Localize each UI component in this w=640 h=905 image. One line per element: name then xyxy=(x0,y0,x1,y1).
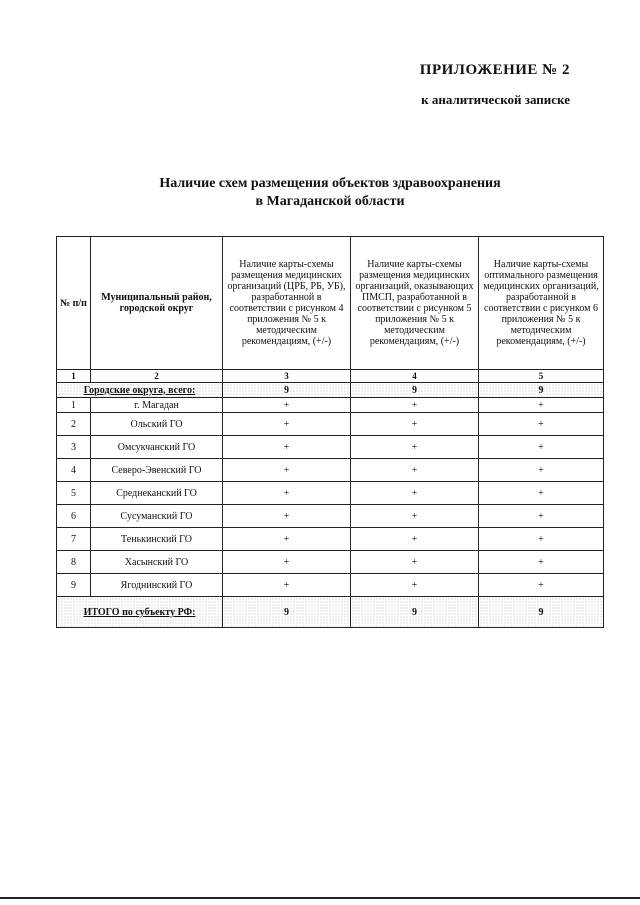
total-value: 9 xyxy=(351,597,479,628)
header-map-optimal: Наличие карты-схемы оптимального размещения медицинских организаций, разработанной в соответствии с рисунком 6 приложения № 5 к методическим рекомендациям, (+/-) xyxy=(479,237,604,370)
row-number: 2 xyxy=(57,413,91,436)
title-line-1: Наличие схем размещения объектов здравоохранения xyxy=(159,176,501,191)
row-municipality: Хасынский ГО xyxy=(91,551,223,574)
row-value: + xyxy=(351,436,479,459)
row-municipality: Сусуманский ГО xyxy=(91,505,223,528)
row-value: + xyxy=(479,398,604,413)
header-number: № п/п xyxy=(57,237,91,370)
row-value: + xyxy=(479,528,604,551)
subtotal-label: Городские округа, всего: xyxy=(57,383,223,398)
total-value: 9 xyxy=(223,597,351,628)
row-value: + xyxy=(351,551,479,574)
row-value: + xyxy=(223,459,351,482)
total-value: 9 xyxy=(479,597,604,628)
row-value: + xyxy=(223,436,351,459)
row-number: 3 xyxy=(57,436,91,459)
row-value: + xyxy=(223,398,351,413)
row-number: 4 xyxy=(57,459,91,482)
header-map-pmsp: Наличие карты-схемы размещения медицинских организаций, оказывающих ПМСП, разработанной в соответствии с рисунком 5 приложения № 5 к методическим рекомендациям, (+/-) xyxy=(351,237,479,370)
row-municipality: Ягоднинский ГО xyxy=(91,574,223,597)
row-value: + xyxy=(479,574,604,597)
row-municipality: Тенькинский ГО xyxy=(91,528,223,551)
table-row xyxy=(57,551,604,574)
column-number: 5 xyxy=(479,370,604,383)
row-value: + xyxy=(479,436,604,459)
column-number: 4 xyxy=(351,370,479,383)
row-value: + xyxy=(479,505,604,528)
appendix-note: к аналитической записке xyxy=(421,92,570,107)
table-header-row xyxy=(57,237,604,370)
row-number: 8 xyxy=(57,551,91,574)
row-municipality: Ольский ГО xyxy=(91,413,223,436)
total-row xyxy=(57,597,604,628)
table-row xyxy=(57,528,604,551)
row-number: 9 xyxy=(57,574,91,597)
table-row xyxy=(57,505,604,528)
table-row xyxy=(57,459,604,482)
row-value: + xyxy=(351,574,479,597)
row-value: + xyxy=(351,413,479,436)
row-number: 6 xyxy=(57,505,91,528)
row-value: + xyxy=(223,413,351,436)
column-numbers-row xyxy=(57,370,604,383)
total-label: ИТОГО по субъекту РФ: xyxy=(57,597,223,628)
row-number: 7 xyxy=(57,528,91,551)
table-row xyxy=(57,398,604,413)
row-value: + xyxy=(223,505,351,528)
row-value: + xyxy=(479,482,604,505)
row-value: + xyxy=(223,551,351,574)
column-number: 3 xyxy=(223,370,351,383)
row-value: + xyxy=(351,528,479,551)
row-number: 5 xyxy=(57,482,91,505)
subtotal-value: 9 xyxy=(351,383,479,398)
subtotal-value: 9 xyxy=(223,383,351,398)
healthcare-schemes-table xyxy=(56,236,604,628)
row-municipality: г. Магадан xyxy=(91,398,223,413)
table-row xyxy=(57,413,604,436)
row-value: + xyxy=(351,482,479,505)
subtotal-row xyxy=(57,383,604,398)
subtotal-value: 9 xyxy=(479,383,604,398)
row-value: + xyxy=(223,574,351,597)
header-municipality: Муниципальный район, городской округ xyxy=(91,237,223,370)
row-value: + xyxy=(351,459,479,482)
row-municipality: Северо-Эвенский ГО xyxy=(91,459,223,482)
row-value: + xyxy=(223,482,351,505)
row-value: + xyxy=(223,528,351,551)
table-row xyxy=(57,436,604,459)
row-value: + xyxy=(479,413,604,436)
appendix-label: ПРИЛОЖЕНИЕ № 2 xyxy=(419,62,570,78)
row-municipality: Среднеканский ГО xyxy=(91,482,223,505)
row-number: 1 xyxy=(57,398,91,413)
column-number: 1 xyxy=(57,370,91,383)
row-value: + xyxy=(479,459,604,482)
row-value: + xyxy=(351,398,479,413)
table-row xyxy=(57,482,604,505)
header-map-crb: Наличие карты-схемы размещения медицинских организаций (ЦРБ, РБ, УБ), разработанной в соответствии с рисунком 4 приложения № 5 к методическим рекомендациям, (+/-) xyxy=(223,237,351,370)
page-bottom-rule xyxy=(0,897,640,899)
row-value: + xyxy=(479,551,604,574)
title-line-2: в Магаданской области xyxy=(255,194,405,209)
column-number: 2 xyxy=(91,370,223,383)
row-value: + xyxy=(351,505,479,528)
row-municipality: Омсукчанский ГО xyxy=(91,436,223,459)
document-title xyxy=(80,175,580,211)
table-row xyxy=(57,574,604,597)
